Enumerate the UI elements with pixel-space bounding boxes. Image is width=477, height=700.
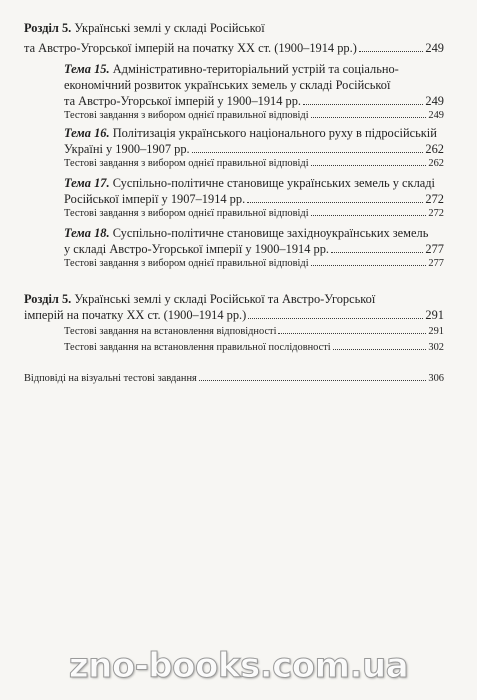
- topic18-label: Тема 18.: [64, 226, 110, 240]
- answers-page: 306: [428, 373, 444, 384]
- topic16-page: 262: [425, 142, 444, 156]
- section2-label: Розділ 5.: [24, 292, 72, 306]
- topic15-test-label: Тестові завдання з вибором однієї правильної відповіді: [64, 110, 309, 121]
- section1-title-line2: [24, 41, 444, 56]
- topic15-line2: економічний розвиток українських земель у складі Російської: [64, 78, 391, 92]
- section2-item-sequence: [64, 340, 444, 355]
- topic18-line1: [64, 226, 428, 241]
- topic16-test-label: Тестові завдання з вибором однієї правильної відповіді: [64, 158, 309, 169]
- topic16-test-row: [64, 156, 444, 171]
- topic16-test-page: 262: [428, 158, 444, 169]
- topic17-line2: [64, 192, 444, 207]
- topic16-label: Тема 16.: [64, 126, 110, 140]
- watermark: zno-books.com.ua: [68, 646, 409, 686]
- topic17-test-label: Тестові завдання з вибором однієї правильної відповіді: [64, 208, 309, 219]
- leader-dots: [333, 340, 427, 350]
- section2-title-line2: [24, 308, 444, 323]
- leader-dots: [247, 193, 423, 203]
- section2-title-text-2: імперій на початку XX ст. (1900–1914 рр.): [24, 308, 247, 322]
- section2-item-page: 302: [428, 342, 444, 353]
- topic17-test-page: 272: [428, 208, 444, 219]
- topic18-test-row: [64, 256, 444, 271]
- topic18-text1: Суспільно-політичне становище західноукраїнських земель: [112, 226, 429, 240]
- topic16-line2: [64, 142, 444, 157]
- answers-row: [24, 371, 444, 386]
- topic15-text3: та Австро-Угорської імперій у 1900–1914 рр.: [64, 94, 302, 108]
- leader-dots: [303, 95, 423, 105]
- leader-dots: [248, 309, 423, 319]
- topic18-text2: у складі Австро-Угорської імперії у 1900–1914 рр.: [64, 242, 329, 256]
- section2-item-matching: [64, 324, 444, 339]
- topic17-text2: Російської імперії у 1907–1914 рр.: [64, 192, 246, 206]
- topic16-text2: Україні у 1900–1907 рр.: [64, 142, 190, 156]
- topic17-label: Тема 17.: [64, 176, 110, 190]
- section2-page: 291: [425, 308, 444, 322]
- section2-item-page: 291: [428, 326, 444, 337]
- section1-label: Розділ 5.: [24, 21, 72, 35]
- leader-dots: [199, 371, 427, 381]
- leader-dots: [359, 42, 424, 52]
- topic15-test-row: [64, 108, 444, 123]
- section2-item-label: Тестові завдання на встановлення правильної послідовності: [64, 342, 331, 353]
- topic15-label: Тема 15.: [64, 62, 110, 76]
- section2-title-text: Українські землі у складі Російської та Австро-Угорської: [74, 292, 376, 306]
- topic17-line1: [64, 176, 435, 191]
- topic18-page: 277: [425, 242, 444, 256]
- section1-title-line1: [24, 21, 265, 36]
- leader-dots: [278, 324, 426, 334]
- section2-item-label: Тестові завдання на встановлення відповідності: [64, 326, 277, 337]
- topic16-line1: [64, 126, 437, 141]
- answers-label: Відповіді на візуальні тестові завдання: [24, 373, 197, 384]
- topic17-text1: Суспільно-політичне становище українських земель у складі: [112, 176, 436, 190]
- leader-dots: [311, 156, 427, 166]
- leader-dots: [311, 256, 427, 266]
- topic17-test-row: [64, 206, 444, 221]
- leader-dots: [331, 243, 423, 253]
- section1-page: 249: [425, 41, 444, 55]
- topic18-test-page: 277: [428, 258, 444, 269]
- topic15-line1: [64, 62, 399, 77]
- section2-title-line1: [24, 292, 375, 307]
- topic17-page: 272: [425, 192, 444, 206]
- leader-dots: [192, 143, 424, 153]
- section1-title-text: Українські землі у складі Російської: [74, 21, 265, 35]
- section1-title-text-2: та Австро-Угорської імперій на початку XX ст. (1900–1914 рр.): [24, 41, 357, 55]
- leader-dots: [311, 206, 427, 216]
- topic18-test-label: Тестові завдання з вибором однієї правильної відповіді: [64, 258, 309, 269]
- topic15-text1: Адміністративно-територіальний устрій та соціально-: [112, 62, 399, 76]
- topic15-page: 249: [425, 94, 444, 108]
- topic18-line2: [64, 242, 444, 257]
- topic15-line3: [64, 94, 444, 109]
- topic15-test-page: 249: [428, 110, 444, 121]
- leader-dots: [311, 108, 427, 118]
- topic16-text1: Політизація українського національного руху в підросійській: [112, 126, 437, 140]
